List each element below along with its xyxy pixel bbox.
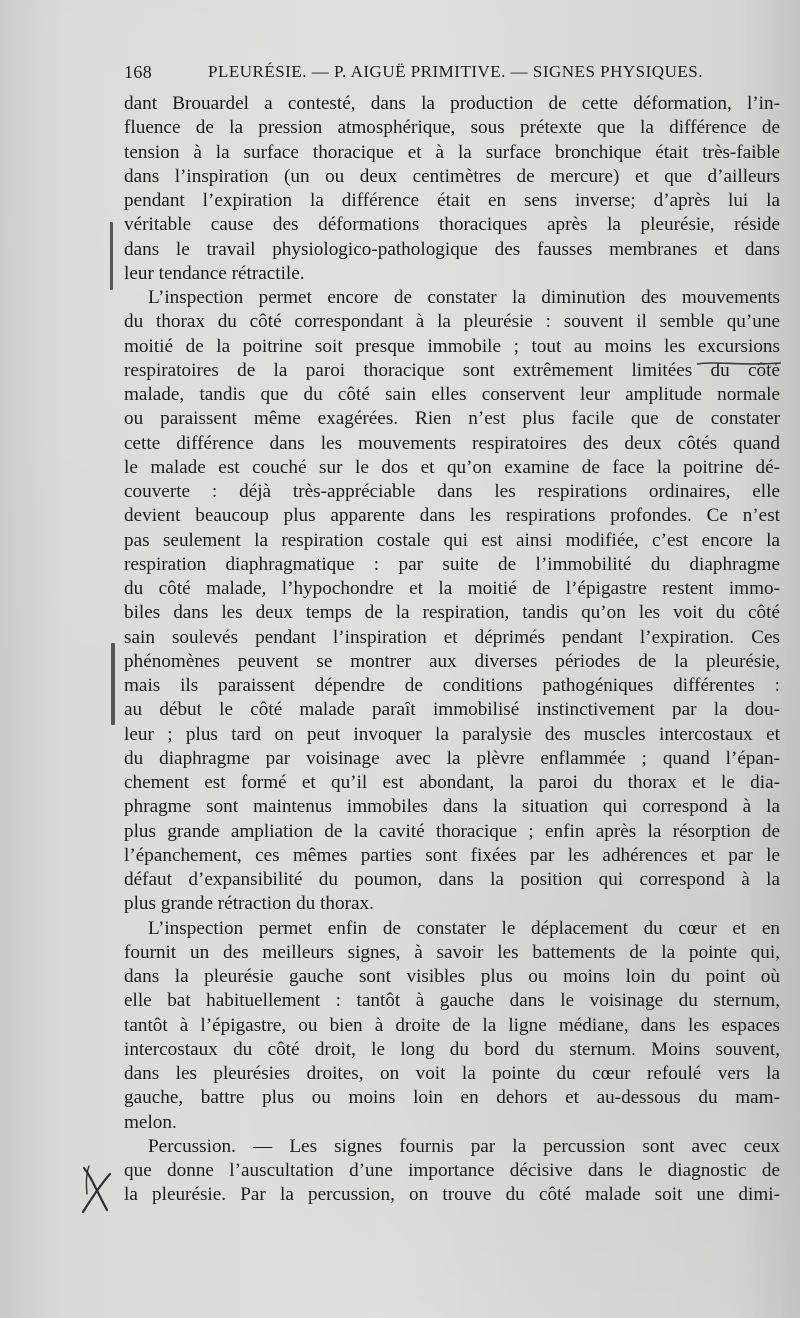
text-line: intercostaux du côté droit, le long du bord du sternum. Moins souvent,: [124, 1038, 780, 1060]
text-line: défaut d’expansibilité du poumon, dans la position qui correspond à la: [124, 869, 780, 890]
text-line: respiration diaphragmatique : par suite de l’immobilité du diaphragme: [124, 553, 780, 575]
text-line: mais ils paraissent dépendre de conditions pathogéniques différentes :: [124, 675, 780, 696]
text-line: dans le travail physiologico-pathologique des fausses membranes et dans: [124, 238, 780, 260]
running-header: [124, 60, 779, 84]
text-line: dans la pleurésie gauche sont visibles plus ou moins loin du point où: [124, 966, 780, 987]
text-line: dans l’inspiration (un ou deux centimètres de mercure) et que d’ailleurs: [124, 165, 780, 187]
text-line: du thorax du côté correspondant à la pleurésie : souvent il semble qu’une: [124, 311, 780, 333]
text-line: couverte : déjà très-appréciable dans les respirations ordinaires, elle: [124, 481, 780, 502]
text-line: elle bat habituellement : tantôt à gauche dans le voisinage du sternum,: [124, 990, 780, 1012]
text-line: dans les pleurésies droites, on voit la pointe du cœur refoulé vers la: [124, 1063, 780, 1084]
text-line: du côté malade, l’hypochondre et la moitié de l’épigastre restent immo-: [124, 578, 780, 599]
text-line: devient beaucoup plus apparente dans les respirations profondes. Ce n’est: [124, 505, 780, 527]
text-line: cette différence dans les mouvements respiratoires des deux côtés quand: [124, 432, 780, 454]
section-heading-line: Percussion. — Les signes fournis par la percussion sont avec ceux: [148, 1135, 780, 1157]
text-line: plus grande ampliation de la cavité thoracique ; enfin après la résorption de: [124, 820, 780, 842]
paragraph-last-line: plus grande rétraction du thorax.: [124, 893, 374, 915]
running-title: PLEURÉSIE. — P. AIGUË PRIMITIVE. — SIGNES PHYSIQUES.: [208, 62, 703, 81]
paragraph-first-line: L’inspection permet enfin de constater le déplacement du cœur et en: [148, 917, 780, 939]
body-text: [124, 92, 780, 1208]
text-line: du diaphragme par voisinage avec la plèvre enflammée ; quand l’épan-: [124, 747, 780, 769]
text-line: pendant l’expiration la différence était en sens inverse; d’après lui la: [124, 190, 780, 211]
margin-pencil-mark-upper: [110, 222, 113, 290]
text-line: véritable cause des déformations thoraciques après la pleurésie, réside: [124, 214, 780, 236]
underline-pencil-mark: [695, 360, 783, 368]
paragraph-last-line: leur tendance rétractile.: [124, 262, 305, 284]
text-line: dant Brouardel a contesté, dans la production de cette déformation, l’in-: [124, 93, 780, 114]
text-line: sain soulevés pendant l’inspiration et déprimés pendant l’expiration. Ces: [124, 626, 780, 648]
text-line: le malade est couché sur le dos et qu’on examine de face la poitrine dé-: [124, 456, 780, 478]
text-line: biles dans les deux temps de la respiration, tandis qu’on les voit du côté: [124, 602, 780, 624]
text-line: pas seulement la respiration costale qui est ainsi modifiée, c’est encore la: [124, 529, 780, 551]
text-line: chement est formé et qu’il est abondant, la paroi du thorax et le dia-: [124, 772, 780, 793]
text-line: malade, tandis que du côté sain elles conservent leur amplitude normale: [124, 384, 780, 405]
text-line: gauche, battre plus ou moins loin en dehors et au-dessous du mam-: [124, 1087, 780, 1109]
handwritten-x-icon: [76, 1160, 116, 1216]
text-line: fournit un des meilleurs signes, à savoir les battements de la pointe qui,: [124, 941, 780, 963]
margin-pencil-mark-middle: [111, 643, 115, 725]
page-number: 168: [124, 62, 153, 82]
text-line: leur ; plus tard on peut invoquer la paralysie des muscles intercostaux et: [124, 723, 780, 745]
text-line: respiratoires de la paroi thoracique sont extrêmement limitées du côté: [124, 359, 780, 381]
text-line: moitié de la poitrine soit presque immobile ; tout au moins les excursions: [124, 335, 780, 357]
text-line: la pleurésie. Par la percussion, on trouve du côté malade soit une dimi-: [124, 1184, 780, 1206]
text-line: ou paraissent même exagérées. Rien n’est plus facile que de constater: [124, 408, 780, 430]
paragraph-last-line: melon.: [124, 1111, 177, 1133]
text-line: phénomènes peuvent se montrer aux diverses périodes de la pleurésie,: [124, 650, 780, 672]
text-line: l’épanchement, ces mêmes parties sont fixées par les adhérences et par le: [124, 844, 780, 866]
text-line: au début le côté malade paraît immobilisé instinctivement par la dou-: [124, 699, 780, 721]
text-line: phragme sont maintenus immobiles dans la situation qui correspond à la: [124, 796, 780, 818]
paragraph-first-line: L’inspection permet encore de constater la diminution des mouvements: [148, 287, 780, 308]
text-line: que donne l’auscultation d’une importance décisive dans le diagnostic de: [124, 1160, 780, 1181]
text-line: tantôt à l’épigastre, ou bien à droite de la ligne médiane, dans les espaces: [124, 1014, 780, 1036]
text-line: fluence de la pression atmosphérique, sous prétexte que la différence de: [124, 117, 780, 139]
text-line: tension à la surface thoracique et à la surface bronchique était très-faible: [124, 141, 780, 163]
